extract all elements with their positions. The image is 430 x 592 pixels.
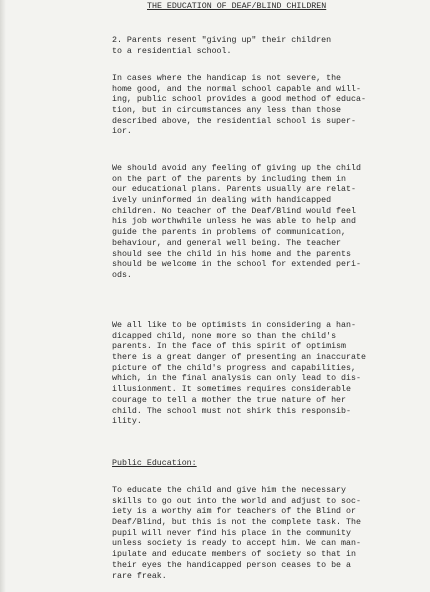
section-heading-text: Public Education: [112, 459, 197, 468]
paragraph-avoid-giving-up [112, 164, 361, 282]
paragraph-line: our educational plans. Parents usually are relat- [112, 185, 356, 195]
paragraph-line: should see the child in his home and the parents [112, 249, 351, 259]
paragraph-line: unless society is ready to accept him. We can man- [112, 539, 361, 549]
header-title: THE EDUCATION OF DEAF/BLIND CHILDREN [147, 2, 327, 11]
paragraph-line: their eyes the handicapped person ceases to be a [112, 560, 351, 570]
paragraph-line: child. The school must not shirk this responsib- [112, 406, 351, 416]
paragraph-line: there is a great danger of presenting an inaccurate [112, 353, 366, 363]
paragraph-line: In cases where the handicap is not severe, the [112, 74, 342, 83]
paragraph-line: parents. In the face of this spirit of optimism [112, 342, 347, 352]
paragraph-handicap-not-severe [112, 74, 366, 138]
paragraph-line: his job worthwhile unless he was able to help and [112, 217, 356, 227]
paragraph-line: ior. [112, 127, 132, 137]
paragraph-line: ing, public school provides a good method of educa- [112, 95, 366, 105]
paragraph-line: ility. [112, 417, 142, 427]
paragraph-line: dicapped child, none more so than the child's [112, 331, 337, 341]
paragraph-line: behaviour, and general well being. The teacher [112, 238, 342, 248]
paragraph-line: To educate the child and give him the necessary [112, 486, 347, 495]
paragraph-line: iety is a worthy aim for teachers of the Blind or [112, 507, 356, 517]
paragraph-line: should be welcome in the school for extended peri- [112, 260, 361, 270]
paragraph-line: Deaf/Blind, but this is not the complete task. The [112, 518, 361, 528]
paragraph-line: We all like to be optimists in considering a han- [112, 321, 356, 330]
paragraph-line: illusionment. It sometimes requires considerable [112, 385, 351, 395]
paragraph-line: courage to tell a mother the true nature of her [112, 395, 347, 405]
paragraph-line: pupil will never find his place in the community [112, 528, 351, 538]
paragraph-line: 2. Parents resent "giving up" their children [112, 36, 332, 45]
paragraph-parents-resent [112, 36, 331, 57]
paragraph-line: on the part of the parents by including them in [112, 174, 347, 184]
paragraph-line: tion, but in circumstances any less than those [112, 106, 342, 116]
section-heading [112, 459, 197, 470]
paragraph-line: ipulate and educate members of society so that in [112, 550, 356, 560]
paragraph-optimists [112, 321, 366, 428]
paragraph-line: children. No teacher of the Deaf/Blind would feel [112, 206, 356, 216]
paragraph-line: picture of the child's progress and capabilities, [112, 363, 356, 373]
document-header [147, 2, 326, 13]
paragraph-line: rare freak. [112, 571, 167, 581]
paragraph-educate-child [112, 486, 361, 582]
paragraph-line: described above, the residential school is super- [112, 116, 356, 126]
paragraph-line: guide the parents in problems of communication, [112, 228, 347, 238]
paragraph-line: which, in the final analysis can only lead to dis- [112, 374, 361, 384]
paragraph-line: ively uninformed in dealing with handicapped [112, 196, 332, 206]
paragraph-line: to a residential school. [112, 46, 232, 56]
paragraph-line: skills to go out into the world and adjust to soc- [112, 496, 361, 506]
page-edge-shadow [0, 0, 6, 592]
paragraph-line: ods. [112, 270, 132, 280]
paragraph-line: We should avoid any feeling of giving up the child [112, 164, 361, 173]
paragraph-line: home good, and the normal school capable and will- [112, 84, 361, 94]
